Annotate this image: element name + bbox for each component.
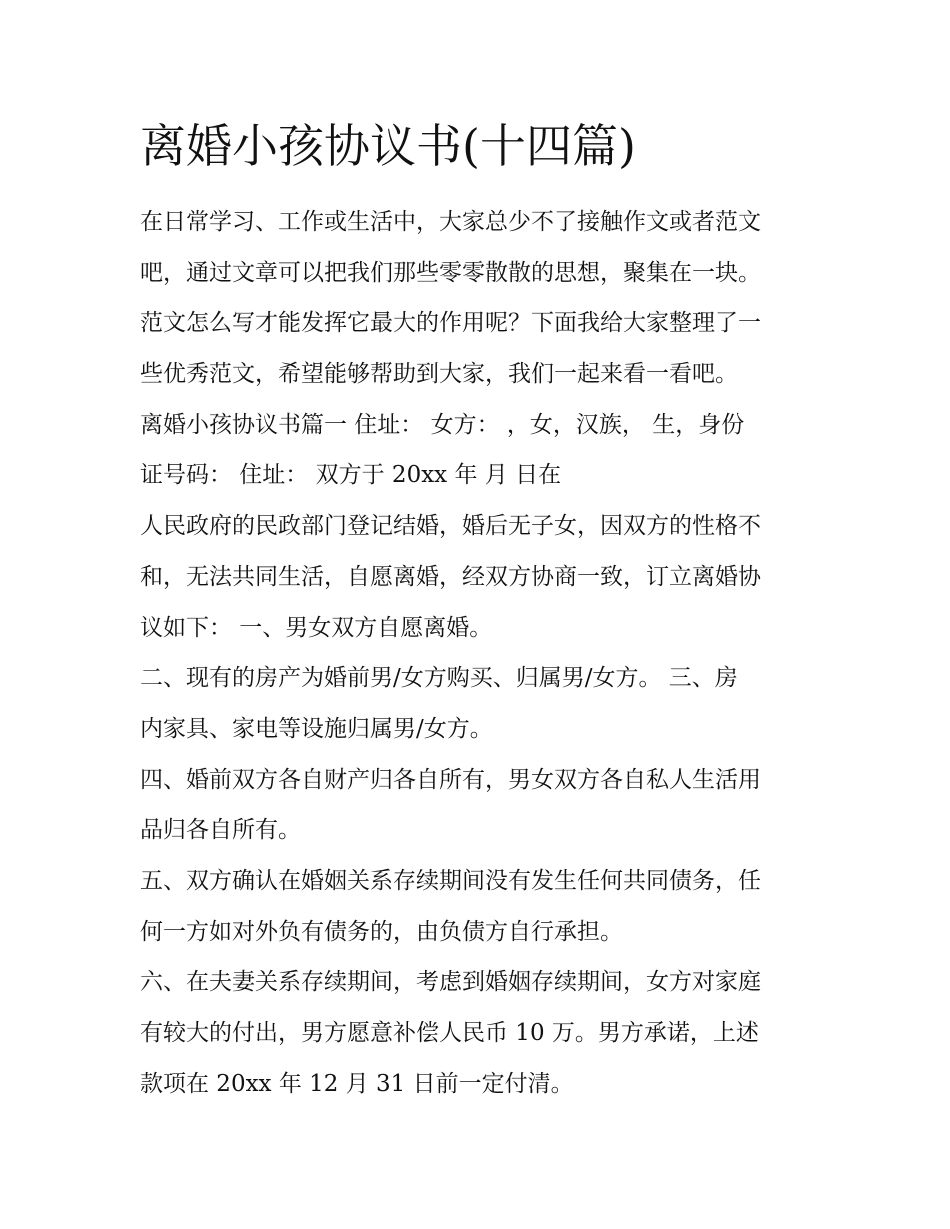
body-line: 内家具、家电等设施归属男/女方。: [140, 715, 493, 742]
body-line: 有较大的付出，男方愿意补偿人民币 10 万。男方承诺，上述: [140, 1020, 759, 1046]
body-line: 五、双方确认在婚姻关系存续期间没有发生任何共同债务，任: [140, 867, 761, 894]
document-body: [140, 197, 820, 1109]
document-title: 离婚小孩协议书(十四篇): [140, 119, 636, 173]
body-line: 证号码： 住址： 双方于 20xx 年 月 日在: [140, 462, 562, 489]
body-line: 范文怎么写才能发挥它最大的作用呢？下面我给大家整理了一: [140, 310, 761, 337]
body-line: 六、在夫妻关系存续期间，考虑到婚姻存续期间，女方对家庭: [140, 969, 761, 996]
body-line: 四、婚前双方各自财产归各自所有，男女双方各自私人生活用: [140, 766, 761, 793]
body-line: 在日常学习、工作或生活中，大家总少不了接触作文或者范文: [140, 209, 761, 235]
body-line: 品归各自所有。: [140, 817, 301, 844]
body-line: 二、现有的房产为婚前男/女方购买、归属男/女方。 三、房: [140, 665, 738, 692]
body-line: 人民政府的民政部门登记结婚，婚后无子女，因双方的性格不: [140, 513, 761, 540]
body-line: 款项在 20xx 年 12 月 31 日前一定付清。: [140, 1070, 574, 1097]
body-line: 离婚小孩协议书篇一 住址： 女方： ，女，汉族， 生，身份: [140, 411, 745, 438]
body-line: 和，无法共同生活，自愿离婚，经双方协商一致，订立离婚协: [140, 563, 761, 590]
body-line: 议如下： 一、男女双方自愿离婚。: [140, 614, 493, 641]
body-line: 吧，通过文章可以把我们那些零零散散的思想，聚集在一块。: [140, 259, 761, 286]
body-line: 些优秀范文，希望能够帮助到大家，我们一起来看一看吧。: [140, 361, 738, 388]
body-line: 何一方如对外负有债务的，由负债方自行承担。: [140, 918, 623, 945]
